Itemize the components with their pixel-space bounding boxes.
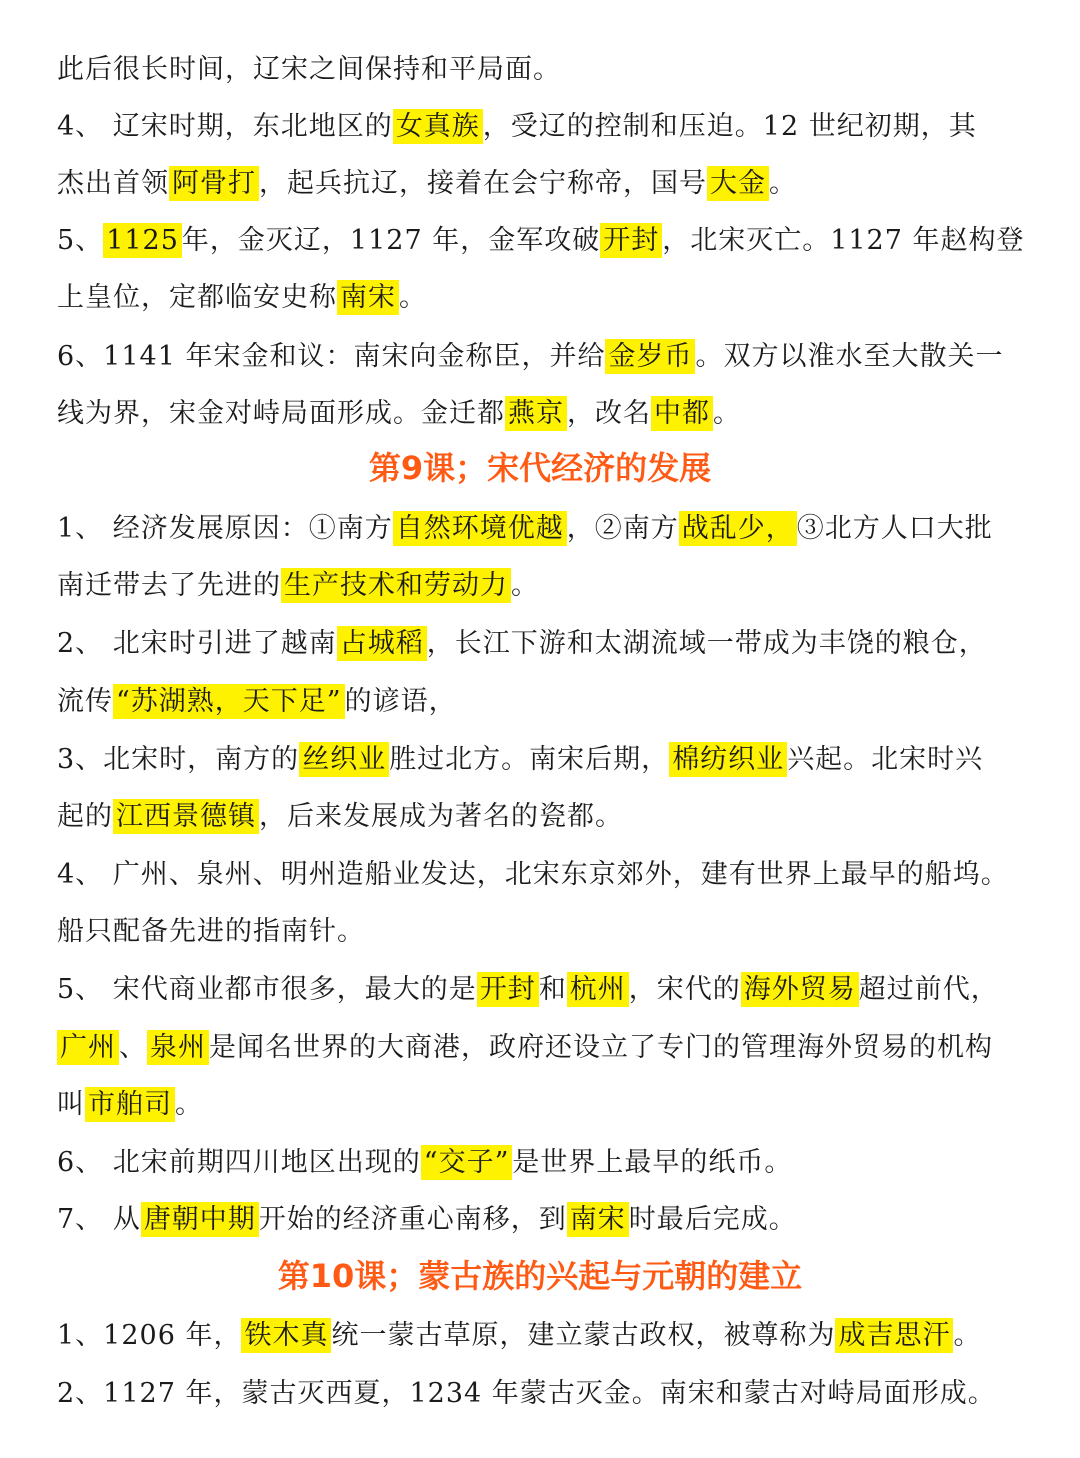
text-line bbox=[57, 394, 1040, 434]
text-segment: 开始的经济重心南移，到 bbox=[258, 1204, 567, 1235]
text-segment: 上皇位，定都临安史称 bbox=[57, 282, 337, 313]
text-line bbox=[57, 221, 1040, 261]
text-segment: 时最后完成。 bbox=[628, 1204, 797, 1235]
text-line bbox=[57, 912, 1040, 952]
text-segment: 3、北宋时，南方的 bbox=[57, 744, 300, 775]
text-line bbox=[57, 50, 1040, 90]
text-segment: 4、 辽宋时期，东北地区的 bbox=[57, 111, 393, 142]
text-segment: 是闻名世界的大商港，政府还设立了专门的管理海外贸易的机构 bbox=[209, 1032, 993, 1063]
highlighted-term: 占城稻 bbox=[337, 626, 427, 661]
lesson-9-heading: 第9课；宋代经济的发展 bbox=[368, 449, 712, 487]
text-segment: 2、1127 年，蒙古灭西夏，1234 年蒙古灭金。南宋和蒙古对峙局面形成。 bbox=[57, 1378, 996, 1409]
highlighted-term: 中都 bbox=[651, 396, 713, 431]
text-segment: 。 bbox=[769, 168, 797, 199]
text-segment: 起的 bbox=[57, 801, 113, 832]
text-segment: 流传 bbox=[57, 686, 113, 717]
text-segment: 。 bbox=[953, 1320, 982, 1351]
text-segment: 超过前代， bbox=[858, 974, 999, 1005]
text-line bbox=[57, 337, 1040, 377]
text-line bbox=[57, 970, 1040, 1010]
text-line bbox=[57, 1085, 1040, 1125]
text-line bbox=[57, 1374, 1040, 1414]
text-segment: 兴起。北宋时兴 bbox=[787, 744, 984, 775]
text-line bbox=[57, 797, 1040, 837]
text-line bbox=[57, 1200, 1040, 1240]
highlighted-term: 市舶司 bbox=[85, 1087, 175, 1122]
highlighted-term: 生产技术和劳动力 bbox=[281, 568, 511, 603]
text-segment: 7、 从 bbox=[57, 1204, 141, 1235]
text-segment: 叫 bbox=[57, 1089, 85, 1120]
text-line bbox=[57, 164, 1040, 204]
text-segment: 。 bbox=[175, 1089, 203, 1120]
text-segment: 线为界，宋金对峙局面形成。金迁都 bbox=[57, 398, 505, 429]
text-segment: ，北宋灭亡。1127 年赵构登 bbox=[662, 225, 1025, 256]
highlighted-term: 江西景德镇 bbox=[113, 799, 259, 834]
highlighted-term: 泉州 bbox=[147, 1030, 209, 1065]
text-segment: ，起兵抗辽，接着在会宁称帝，国号 bbox=[259, 168, 707, 199]
highlighted-term: 海外贸易 bbox=[741, 972, 859, 1007]
text-segment: ，受辽的控制和压迫。12 世纪初期，其 bbox=[482, 111, 977, 142]
text-segment: 年，金灭辽，1127 年，金军攻破 bbox=[181, 225, 601, 256]
text-segment: 的谚语， bbox=[344, 686, 457, 717]
text-segment: 1、1206 年， bbox=[57, 1320, 242, 1351]
text-segment: 5、 宋代商业都市很多，最大的是 bbox=[57, 974, 477, 1005]
highlighted-term: “苏湖熟，天下足” bbox=[113, 684, 345, 719]
text-line bbox=[57, 624, 1040, 664]
text-segment: ，宋代的 bbox=[628, 974, 741, 1005]
highlighted-term: 杭州 bbox=[567, 972, 629, 1007]
text-segment: ，后来发展成为著名的瓷都。 bbox=[259, 801, 623, 832]
text-segment: 船只配备先进的指南针。 bbox=[57, 916, 365, 947]
text-segment: 。 bbox=[511, 570, 539, 601]
text-line bbox=[57, 1316, 1040, 1356]
highlighted-term: 成吉思汗 bbox=[835, 1318, 953, 1353]
text-segment: ，改名 bbox=[567, 398, 651, 429]
text-line bbox=[57, 566, 1040, 606]
text-line bbox=[57, 855, 1040, 895]
highlighted-term: 大金 bbox=[707, 166, 769, 201]
text-line bbox=[57, 682, 1040, 722]
text-segment: 和 bbox=[538, 974, 567, 1005]
text-segment: 杰出首领 bbox=[57, 168, 169, 199]
text-segment: 2、 北宋时引进了越南 bbox=[57, 628, 337, 659]
text-segment: 。 bbox=[713, 398, 741, 429]
highlighted-term: 南宋 bbox=[337, 280, 399, 315]
text-line bbox=[57, 1143, 1040, 1183]
text-segment: ③北方人口大批 bbox=[796, 513, 993, 544]
highlighted-term: 棉纺织业 bbox=[669, 742, 787, 777]
text-segment: 5、 bbox=[57, 225, 104, 256]
highlighted-term: 阿骨打 bbox=[169, 166, 259, 201]
text-segment: 4、 广州、泉州、明州造船业发达，北宋东京郊外，建有世界上最早的船坞。 bbox=[57, 859, 1009, 890]
text-segment: 南迁带去了先进的 bbox=[57, 570, 281, 601]
highlighted-term: 铁木真 bbox=[241, 1318, 331, 1353]
highlighted-term: 金岁币 bbox=[605, 339, 695, 374]
text-segment: ，长江下游和太湖流域一带成为丰饶的粮仓， bbox=[426, 628, 987, 659]
highlighted-term: 开封 bbox=[477, 972, 539, 1007]
highlighted-term: “交子” bbox=[421, 1145, 513, 1180]
text-segment: 统一蒙古草原，建立蒙古政权，被尊称为 bbox=[331, 1320, 836, 1351]
lesson-10-heading: 第10课；蒙古族的兴起与元朝的建立 bbox=[277, 1257, 803, 1295]
highlighted-term: 战乱少， bbox=[679, 511, 797, 546]
text-segment: 、 bbox=[119, 1032, 147, 1063]
highlighted-term: 自然环境优越 bbox=[393, 511, 567, 546]
highlighted-term: 1125 bbox=[103, 223, 182, 258]
text-line bbox=[57, 1028, 1040, 1068]
text-line bbox=[57, 107, 1040, 147]
text-segment: 6、 北宋前期四川地区出现的 bbox=[57, 1147, 421, 1178]
text-line bbox=[57, 509, 1040, 549]
text-segment: 。双方以淮水至大散关一 bbox=[695, 341, 1004, 372]
text-line bbox=[57, 278, 1040, 318]
text-segment: 此后很长时间，辽宋之间保持和平局面。 bbox=[57, 54, 561, 85]
text-segment: 胜过北方。南宋后期， bbox=[389, 744, 670, 775]
text-segment: 6、1141 年宋金和议：南宋向金称臣，并给 bbox=[57, 341, 606, 372]
text-segment: 1、 经济发展原因：①南方 bbox=[57, 513, 393, 544]
highlighted-term: 唐朝中期 bbox=[141, 1202, 259, 1237]
text-segment: 是世界上最早的纸币。 bbox=[512, 1147, 793, 1178]
highlighted-term: 女真族 bbox=[393, 109, 483, 144]
highlighted-term: 燕京 bbox=[505, 396, 567, 431]
text-line bbox=[57, 740, 1040, 780]
text-segment: ，②南方 bbox=[566, 513, 679, 544]
highlighted-term: 开封 bbox=[600, 223, 662, 258]
text-segment: 。 bbox=[399, 282, 427, 313]
highlighted-term: 丝织业 bbox=[299, 742, 389, 777]
highlighted-term: 广州 bbox=[57, 1030, 119, 1065]
highlighted-term: 南宋 bbox=[567, 1202, 629, 1237]
